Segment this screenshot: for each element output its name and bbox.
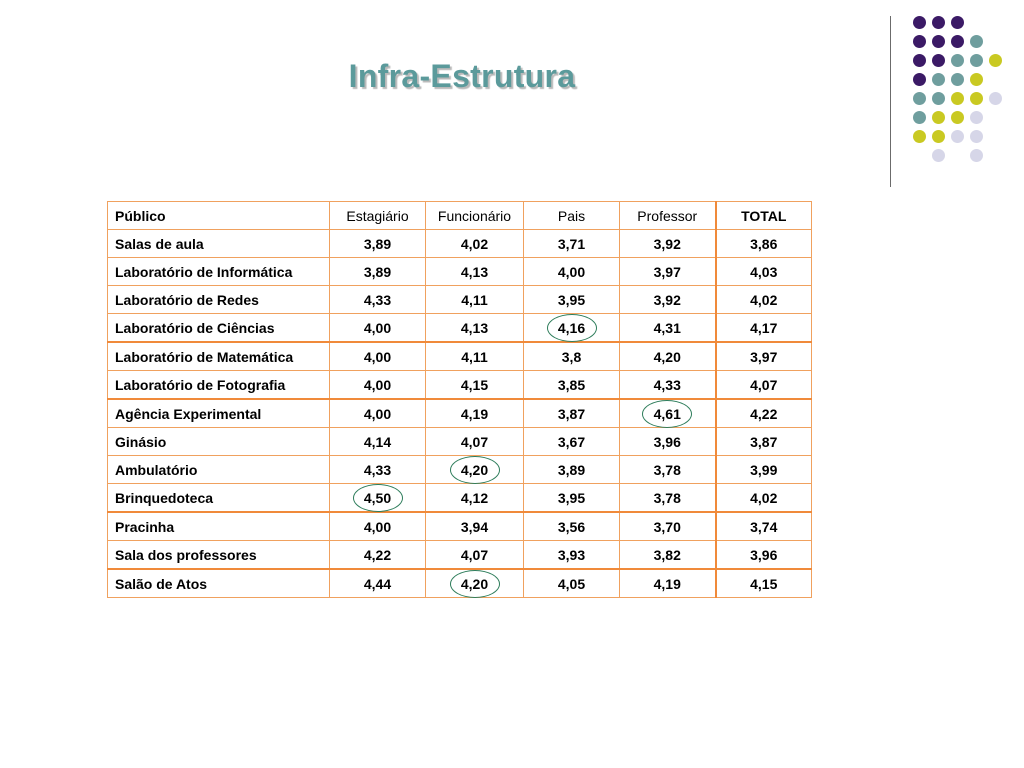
cell-professor: 3,70 (620, 512, 716, 541)
cell-pais: 3,56 (524, 512, 620, 541)
dot-yellow (970, 92, 983, 105)
row-name: Laboratório de Fotografia (108, 371, 330, 400)
cell-estagiario: 4,00 (330, 399, 426, 428)
header-pais: Pais (524, 202, 620, 230)
dot-yellow (932, 111, 945, 124)
cell-professor: 3,97 (620, 258, 716, 286)
cell-pais: 4,05 (524, 569, 620, 598)
dot-teal (970, 54, 983, 67)
dot-purple (932, 54, 945, 67)
cell-value: 4,20 (460, 461, 489, 478)
cell-total: 3,74 (716, 512, 812, 541)
dot-teal (932, 92, 945, 105)
cell-total: 4,17 (716, 314, 812, 343)
cell-pais: 4,00 (524, 258, 620, 286)
dot-teal (913, 111, 926, 124)
dot-yellow (932, 130, 945, 143)
cell-pais: 3,71 (524, 230, 620, 258)
cell-funcionario: 4,02 (426, 230, 524, 258)
dot-lavender (932, 149, 945, 162)
header-professor: Professor (620, 202, 716, 230)
row-name: Ginásio (108, 428, 330, 456)
cell-professor: 3,92 (620, 286, 716, 314)
slide-title: Infra-Estrutura (348, 58, 576, 94)
cell-professor: 4,33 (620, 371, 716, 400)
cell-total: 4,22 (716, 399, 812, 428)
dot-teal (932, 73, 945, 86)
cell-estagiario: 4,22 (330, 541, 426, 570)
row-name: Laboratório de Matemática (108, 342, 330, 371)
cell-estagiario: 4,00 (330, 512, 426, 541)
cell-estagiario: 4,00 (330, 314, 426, 343)
dot-purple (913, 16, 926, 29)
cell-funcionario: 4,15 (426, 371, 524, 400)
header-publico: Público (108, 202, 330, 230)
table-row (108, 512, 812, 541)
table-row (108, 258, 812, 286)
dot-yellow (951, 92, 964, 105)
cell-funcionario: 4,12 (426, 484, 524, 513)
cell-estagiario: 4,00 (330, 342, 426, 371)
cell-estagiario: 4,33 (330, 456, 426, 484)
dot-lavender (970, 130, 983, 143)
row-name: Laboratório de Informática (108, 258, 330, 286)
cell-total: 4,03 (716, 258, 812, 286)
cell-professor: 4,31 (620, 314, 716, 343)
cell-total: 4,07 (716, 371, 812, 400)
row-name: Sala dos professores (108, 541, 330, 570)
scores-table (107, 201, 812, 598)
cell-professor: 4,20 (620, 342, 716, 371)
cell-professor: 3,78 (620, 484, 716, 513)
cell-pais: 3,85 (524, 371, 620, 400)
row-name: Agência Experimental (108, 399, 330, 428)
cell-total: 4,02 (716, 484, 812, 513)
cell-professor: 3,82 (620, 541, 716, 570)
dot-teal (970, 35, 983, 48)
vertical-divider (890, 16, 891, 187)
row-name: Laboratório de Redes (108, 286, 330, 314)
dot-lavender (989, 92, 1002, 105)
cell-pais: 3,87 (524, 399, 620, 428)
cell-total: 4,15 (716, 569, 812, 598)
cell-total: 3,97 (716, 342, 812, 371)
cell-funcionario: 4,13 (426, 314, 524, 343)
cell-funcionario: 4,11 (426, 286, 524, 314)
cell-professor: 4,19 (620, 569, 716, 598)
row-name: Laboratório de Ciências (108, 314, 330, 343)
cell-value: 4,16 (557, 319, 586, 336)
cell-total: 3,86 (716, 230, 812, 258)
dot-yellow (970, 73, 983, 86)
cell-estagiario: 4,44 (330, 569, 426, 598)
cell-total: 3,87 (716, 428, 812, 456)
cell-funcionario-highlighted (426, 569, 524, 598)
cell-professor: 3,92 (620, 230, 716, 258)
row-name: Pracinha (108, 512, 330, 541)
cell-estagiario: 3,89 (330, 230, 426, 258)
dot-purple (913, 35, 926, 48)
dot-teal (951, 73, 964, 86)
decorative-dot-grid (911, 16, 1011, 166)
dot-yellow (989, 54, 1002, 67)
cell-estagiario: 4,33 (330, 286, 426, 314)
cell-estagiario-highlighted (330, 484, 426, 513)
cell-total: 4,02 (716, 286, 812, 314)
cell-professor-highlighted (620, 399, 716, 428)
cell-estagiario: 4,00 (330, 371, 426, 400)
cell-funcionario: 4,07 (426, 541, 524, 570)
row-name: Salão de Atos (108, 569, 330, 598)
cell-professor: 3,78 (620, 456, 716, 484)
header-total: TOTAL (716, 202, 812, 230)
table-row (108, 428, 812, 456)
dot-lavender (970, 149, 983, 162)
cell-pais: 3,67 (524, 428, 620, 456)
table-row (108, 484, 812, 513)
header-funcionario: Funcionário (426, 202, 524, 230)
cell-pais: 3,95 (524, 484, 620, 513)
row-name: Salas de aula (108, 230, 330, 258)
cell-estagiario: 4,14 (330, 428, 426, 456)
row-name: Brinquedoteca (108, 484, 330, 513)
cell-pais: 3,89 (524, 456, 620, 484)
cell-funcionario: 4,19 (426, 399, 524, 428)
cell-pais-highlighted (524, 314, 620, 343)
cell-pais: 3,95 (524, 286, 620, 314)
table-header-row (108, 202, 812, 230)
dot-teal (951, 54, 964, 67)
cell-value: 4,61 (653, 405, 681, 422)
table-row (108, 230, 812, 258)
table-row (108, 569, 812, 598)
dot-purple (932, 35, 945, 48)
dot-yellow (913, 130, 926, 143)
cell-total: 3,99 (716, 456, 812, 484)
table-row (108, 286, 812, 314)
cell-funcionario: 4,11 (426, 342, 524, 371)
table-row (108, 371, 812, 400)
row-name: Ambulatório (108, 456, 330, 484)
cell-estagiario: 3,89 (330, 258, 426, 286)
table-row (108, 541, 812, 570)
cell-value: 4,50 (363, 489, 392, 506)
cell-pais: 3,8 (524, 342, 620, 371)
dot-purple (951, 35, 964, 48)
dot-purple (932, 16, 945, 29)
dot-purple (951, 16, 964, 29)
dot-lavender (970, 111, 983, 124)
table-row (108, 342, 812, 371)
cell-funcionario: 4,13 (426, 258, 524, 286)
cell-funcionario: 3,94 (426, 512, 524, 541)
cell-funcionario-highlighted (426, 456, 524, 484)
header-estagiario: Estagiário (330, 202, 426, 230)
cell-professor: 3,96 (620, 428, 716, 456)
table-row (108, 456, 812, 484)
cell-value: 4,20 (460, 575, 489, 592)
cell-total: 3,96 (716, 541, 812, 570)
dot-lavender (951, 130, 964, 143)
cell-funcionario: 4,07 (426, 428, 524, 456)
dot-yellow (951, 111, 964, 124)
cell-pais: 3,93 (524, 541, 620, 570)
table-row (108, 314, 812, 343)
table-row (108, 399, 812, 428)
